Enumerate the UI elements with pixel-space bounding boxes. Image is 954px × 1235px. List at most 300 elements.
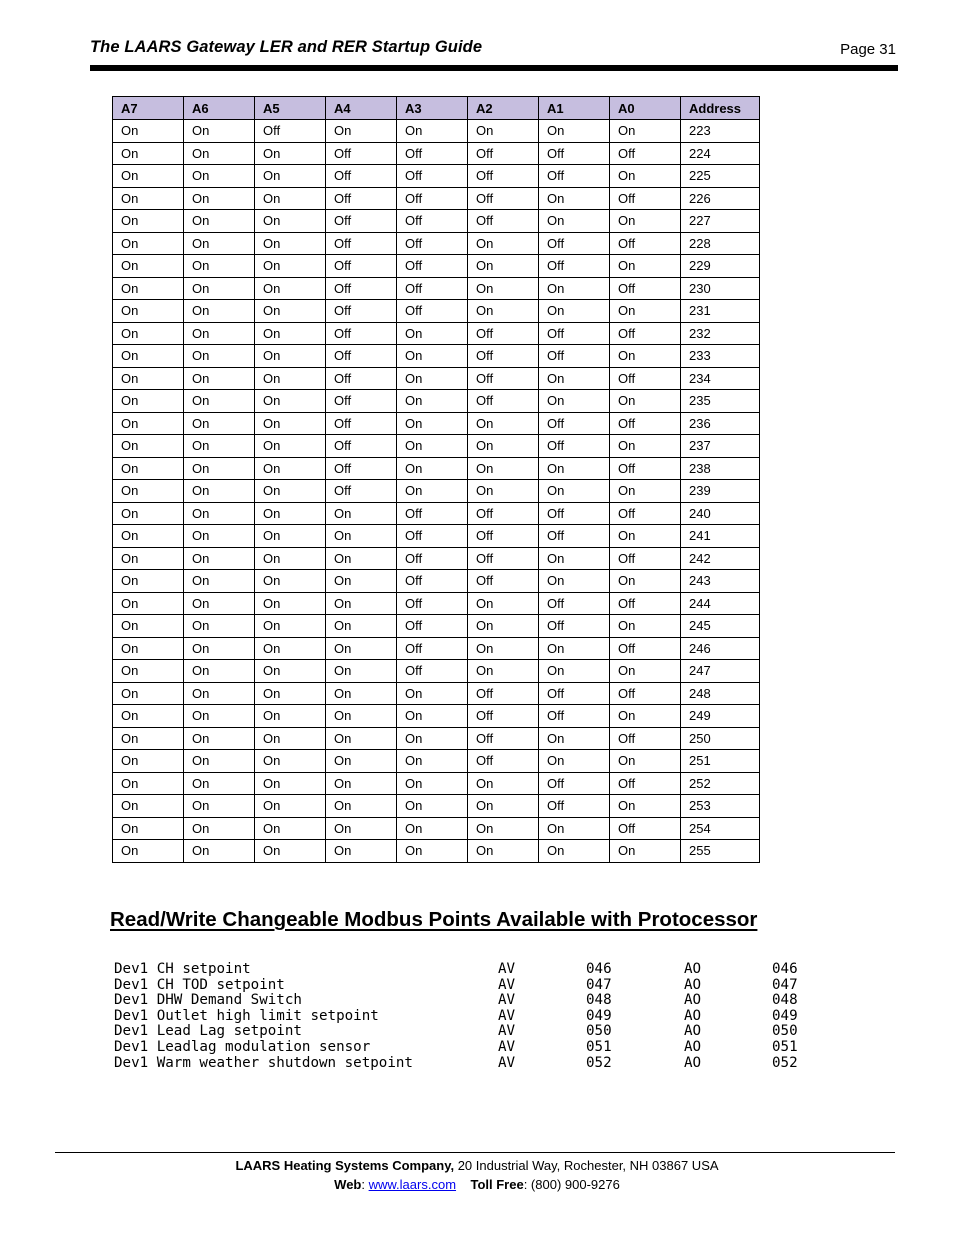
switch-cell: On	[468, 435, 539, 458]
switch-cell: On	[539, 300, 610, 323]
switch-cell: On	[539, 457, 610, 480]
switch-cell: Off	[397, 592, 468, 615]
switch-cell: On	[184, 570, 255, 593]
point-output-number: 048	[772, 992, 798, 1009]
switch-cell: On	[184, 367, 255, 390]
point-number: 052	[586, 1054, 612, 1071]
switch-cell: On	[184, 390, 255, 413]
switch-cell: On	[397, 705, 468, 728]
switch-cell: Off	[539, 705, 610, 728]
switch-cell: On	[255, 750, 326, 773]
switch-cell: On	[326, 637, 397, 660]
table-row	[113, 502, 760, 525]
switch-cell: Off	[397, 165, 468, 188]
switch-cell: On	[468, 592, 539, 615]
footer-web-label: Web	[334, 1177, 362, 1192]
switch-cell: Off	[468, 345, 539, 368]
switch-cell: On	[113, 817, 184, 840]
switch-cell: On	[113, 615, 184, 638]
point-output-number: 050	[772, 1023, 798, 1040]
switch-cell: On	[539, 727, 610, 750]
switch-cell: Off	[610, 502, 681, 525]
address-cell: 255	[681, 840, 760, 863]
switch-cell: On	[326, 120, 397, 143]
switch-cell: Off	[610, 457, 681, 480]
switch-cell: On	[113, 592, 184, 615]
switch-cell: Off	[397, 187, 468, 210]
switch-cell: On	[610, 210, 681, 233]
address-cell: 248	[681, 682, 760, 705]
table-row	[113, 142, 760, 165]
switch-cell: Off	[539, 142, 610, 165]
switch-cell: On	[184, 502, 255, 525]
point-output-number: 051	[772, 1038, 798, 1055]
switch-cell: On	[184, 817, 255, 840]
column-header: A2	[468, 97, 539, 120]
switch-cell: On	[468, 795, 539, 818]
switch-cell: On	[113, 457, 184, 480]
list-item	[114, 1056, 814, 1072]
address-cell: 246	[681, 637, 760, 660]
switch-cell: On	[326, 547, 397, 570]
switch-cell: Off	[326, 300, 397, 323]
address-cell: 245	[681, 615, 760, 638]
switch-cell: Off	[468, 502, 539, 525]
switch-cell: On	[326, 592, 397, 615]
switch-cell: On	[184, 592, 255, 615]
switch-cell: On	[468, 772, 539, 795]
switch-cell: On	[610, 390, 681, 413]
switch-cell: Off	[326, 435, 397, 458]
switch-cell: On	[184, 142, 255, 165]
switch-cell: On	[255, 480, 326, 503]
table-row	[113, 705, 760, 728]
address-cell: 234	[681, 367, 760, 390]
switch-cell: On	[184, 660, 255, 683]
switch-cell: On	[468, 840, 539, 863]
address-cell: 228	[681, 232, 760, 255]
address-cell: 230	[681, 277, 760, 300]
switch-cell: On	[468, 637, 539, 660]
switch-cell: On	[539, 480, 610, 503]
switch-cell: On	[113, 165, 184, 188]
switch-cell: On	[468, 660, 539, 683]
section-heading: Read/Write Changeable Modbus Points Available with Protocessor	[110, 908, 758, 931]
switch-cell: Off	[610, 547, 681, 570]
switch-cell: Off	[539, 165, 610, 188]
footer-toll-label: Toll Free	[470, 1177, 524, 1192]
switch-cell: Off	[326, 367, 397, 390]
switch-cell: On	[610, 480, 681, 503]
table-row	[113, 412, 760, 435]
switch-cell: On	[255, 435, 326, 458]
switch-cell: On	[397, 727, 468, 750]
switch-cell: On	[113, 277, 184, 300]
switch-cell: Off	[326, 187, 397, 210]
switch-cell: On	[539, 660, 610, 683]
table-row	[113, 300, 760, 323]
switch-cell: Off	[539, 525, 610, 548]
column-header: A0	[610, 97, 681, 120]
switch-cell: On	[113, 390, 184, 413]
switch-cell: On	[610, 435, 681, 458]
switch-cell: On	[255, 727, 326, 750]
switch-cell: Off	[468, 727, 539, 750]
point-number: 051	[586, 1038, 612, 1055]
switch-cell: On	[113, 727, 184, 750]
table-row	[113, 322, 760, 345]
table-row	[113, 525, 760, 548]
address-cell: 232	[681, 322, 760, 345]
switch-cell: On	[255, 142, 326, 165]
switch-cell: On	[184, 840, 255, 863]
switch-cell: Off	[610, 322, 681, 345]
address-cell: 224	[681, 142, 760, 165]
address-cell: 226	[681, 187, 760, 210]
address-cell: 238	[681, 457, 760, 480]
address-cell: 254	[681, 817, 760, 840]
switch-cell: On	[184, 232, 255, 255]
switch-cell: Off	[397, 637, 468, 660]
switch-cell: Off	[468, 210, 539, 233]
table-row	[113, 120, 760, 143]
address-cell: 235	[681, 390, 760, 413]
switch-cell: On	[326, 502, 397, 525]
switch-cell: On	[113, 772, 184, 795]
switch-cell: On	[184, 795, 255, 818]
table-row	[113, 750, 760, 773]
switch-cell: Off	[610, 187, 681, 210]
switch-cell: Off	[610, 277, 681, 300]
column-header: A1	[539, 97, 610, 120]
switch-cell: On	[326, 682, 397, 705]
switch-cell: Off	[539, 412, 610, 435]
address-cell: 243	[681, 570, 760, 593]
switch-cell: On	[113, 345, 184, 368]
switch-cell: On	[113, 705, 184, 728]
switch-cell: Off	[610, 682, 681, 705]
point-output-type: AO	[684, 1038, 702, 1055]
switch-cell: On	[255, 457, 326, 480]
table-row	[113, 570, 760, 593]
table-row	[113, 165, 760, 188]
point-name: Dev1 Outlet high limit setpoint	[114, 1007, 379, 1024]
switch-cell: On	[255, 547, 326, 570]
address-cell: 236	[681, 412, 760, 435]
switch-cell: On	[326, 727, 397, 750]
switch-cell: On	[610, 525, 681, 548]
switch-cell: On	[397, 795, 468, 818]
switch-cell: On	[113, 322, 184, 345]
switch-cell: On	[397, 435, 468, 458]
switch-cell: Off	[468, 570, 539, 593]
modbus-points-list	[114, 962, 814, 1071]
point-output-type: AO	[684, 992, 702, 1009]
point-type: AV	[498, 1023, 516, 1040]
switch-cell: On	[255, 322, 326, 345]
switch-cell: On	[397, 120, 468, 143]
switch-cell: On	[113, 660, 184, 683]
switch-cell: Off	[610, 412, 681, 435]
switch-cell: On	[255, 345, 326, 368]
switch-cell: On	[113, 187, 184, 210]
switch-cell: On	[326, 840, 397, 863]
switch-cell: On	[184, 435, 255, 458]
switch-cell: Off	[397, 142, 468, 165]
address-cell: 241	[681, 525, 760, 548]
point-output-type: AO	[684, 1054, 702, 1071]
switch-cell: On	[539, 120, 610, 143]
point-name: Dev1 DHW Demand Switch	[114, 992, 302, 1009]
switch-cell: Off	[539, 435, 610, 458]
switch-cell: On	[113, 232, 184, 255]
address-cell: 244	[681, 592, 760, 615]
switch-cell: On	[113, 547, 184, 570]
switch-cell: Off	[539, 682, 610, 705]
footer-web-separator: :	[361, 1177, 369, 1192]
switch-cell: On	[610, 750, 681, 773]
list-item	[114, 1009, 814, 1025]
table-row	[113, 660, 760, 683]
switch-cell: On	[397, 840, 468, 863]
address-cell: 253	[681, 795, 760, 818]
table-row	[113, 435, 760, 458]
address-cell: 231	[681, 300, 760, 323]
switch-cell: On	[113, 367, 184, 390]
footer-company-name: LAARS Heating Systems Company,	[235, 1158, 455, 1173]
switch-cell: On	[113, 142, 184, 165]
switch-cell: On	[255, 682, 326, 705]
switch-cell: On	[184, 412, 255, 435]
switch-cell: Off	[397, 232, 468, 255]
switch-cell: On	[539, 840, 610, 863]
switch-cell: On	[610, 120, 681, 143]
point-number: 048	[586, 992, 612, 1009]
switch-cell: On	[468, 615, 539, 638]
switch-cell: On	[326, 772, 397, 795]
switch-cell: On	[255, 795, 326, 818]
switch-cell: Off	[326, 210, 397, 233]
address-cell: 247	[681, 660, 760, 683]
switch-cell: Off	[539, 795, 610, 818]
point-output-type: AO	[684, 976, 702, 993]
switch-cell: On	[113, 840, 184, 863]
switch-cell: Off	[468, 682, 539, 705]
switch-cell: On	[326, 795, 397, 818]
switch-cell: Off	[468, 525, 539, 548]
table-row	[113, 795, 760, 818]
switch-cell: On	[468, 232, 539, 255]
switch-cell: On	[326, 570, 397, 593]
table-row	[113, 277, 760, 300]
switch-cell: Off	[610, 637, 681, 660]
switch-cell: On	[184, 300, 255, 323]
switch-cell: Off	[468, 750, 539, 773]
switch-cell: On	[113, 637, 184, 660]
switch-cell: On	[184, 525, 255, 548]
switch-cell: On	[255, 660, 326, 683]
switch-cell: On	[468, 412, 539, 435]
switch-cell: Off	[539, 502, 610, 525]
switch-cell: On	[113, 210, 184, 233]
switch-cell: Off	[539, 615, 610, 638]
footer-web-link[interactable]: www.laars.com	[368, 1177, 457, 1192]
address-cell: 237	[681, 435, 760, 458]
switch-cell: On	[539, 367, 610, 390]
switch-cell: On	[397, 750, 468, 773]
switch-cell: On	[184, 727, 255, 750]
switch-cell: On	[539, 637, 610, 660]
switch-cell: Off	[468, 705, 539, 728]
switch-cell: On	[184, 322, 255, 345]
column-header: A6	[184, 97, 255, 120]
table-row	[113, 547, 760, 570]
switch-cell: On	[255, 300, 326, 323]
switch-cell: Off	[468, 390, 539, 413]
point-type: AV	[498, 961, 516, 977]
switch-cell: On	[468, 300, 539, 323]
switch-cell: Off	[326, 165, 397, 188]
switch-cell: On	[397, 345, 468, 368]
address-cell: 251	[681, 750, 760, 773]
switch-cell: Off	[397, 277, 468, 300]
switch-cell: On	[255, 367, 326, 390]
point-output-type: AO	[684, 961, 702, 977]
switch-cell: On	[184, 457, 255, 480]
switch-cell: Off	[610, 142, 681, 165]
switch-cell: Off	[397, 615, 468, 638]
table-row	[113, 592, 760, 615]
switch-cell: On	[539, 750, 610, 773]
switch-cell: Off	[326, 142, 397, 165]
switch-cell: Off	[326, 480, 397, 503]
address-cell: 229	[681, 255, 760, 278]
switch-cell: Off	[326, 345, 397, 368]
point-number: 047	[586, 976, 612, 993]
switch-cell: On	[255, 615, 326, 638]
address-cell: 223	[681, 120, 760, 143]
switch-cell: On	[184, 255, 255, 278]
switch-cell: On	[468, 277, 539, 300]
switch-cell: On	[468, 120, 539, 143]
switch-cell: On	[184, 165, 255, 188]
table-row	[113, 727, 760, 750]
switch-cell: On	[326, 525, 397, 548]
switch-cell: Off	[539, 322, 610, 345]
switch-cell: On	[255, 817, 326, 840]
switch-cell: On	[255, 390, 326, 413]
switch-cell: On	[539, 547, 610, 570]
point-name: Dev1 CH setpoint	[114, 961, 251, 977]
column-header: A3	[397, 97, 468, 120]
footer-company-line	[0, 1158, 954, 1173]
switch-cell: Off	[468, 367, 539, 390]
address-cell: 227	[681, 210, 760, 233]
point-output-number: 049	[772, 1007, 798, 1024]
page-number: Page 31	[840, 41, 896, 58]
switch-cell: Off	[326, 255, 397, 278]
header-divider	[90, 65, 898, 71]
switch-cell: On	[255, 187, 326, 210]
table-row	[113, 840, 760, 863]
switch-cell: On	[397, 457, 468, 480]
point-name: Dev1 Warm weather shutdown setpoint	[114, 1054, 413, 1071]
point-output-type: AO	[684, 1007, 702, 1024]
switch-cell: On	[326, 705, 397, 728]
switch-cell: On	[610, 570, 681, 593]
switch-cell: Off	[539, 345, 610, 368]
switch-cell: Off	[610, 817, 681, 840]
switch-cell: On	[539, 390, 610, 413]
address-cell: 225	[681, 165, 760, 188]
table-row	[113, 345, 760, 368]
point-number: 050	[586, 1023, 612, 1040]
switch-cell: Off	[397, 210, 468, 233]
table-row	[113, 457, 760, 480]
switch-cell: On	[255, 570, 326, 593]
switch-cell: On	[610, 660, 681, 683]
switch-cell: On	[468, 457, 539, 480]
table-row	[113, 210, 760, 233]
switch-cell: On	[610, 300, 681, 323]
switch-cell: On	[255, 772, 326, 795]
switch-cell: Off	[539, 232, 610, 255]
point-output-number: 047	[772, 976, 798, 993]
switch-cell: Off	[397, 502, 468, 525]
point-output-type: AO	[684, 1023, 702, 1040]
point-output-number: 052	[772, 1054, 798, 1071]
switch-cell: On	[255, 412, 326, 435]
switch-cell: On	[610, 705, 681, 728]
switch-cell: On	[113, 750, 184, 773]
list-item	[114, 962, 814, 978]
table-row	[113, 615, 760, 638]
switch-cell: On	[539, 570, 610, 593]
switch-cell: Off	[326, 390, 397, 413]
point-name: Dev1 CH TOD setpoint	[114, 976, 285, 993]
switch-cell: Off	[326, 457, 397, 480]
switch-cell: On	[113, 435, 184, 458]
switch-cell: On	[184, 772, 255, 795]
switch-cell: On	[113, 525, 184, 548]
switch-cell: On	[184, 187, 255, 210]
switch-cell: On	[326, 817, 397, 840]
switch-cell: Off	[397, 547, 468, 570]
footer-toll-number: : (800) 900-9276	[523, 1177, 620, 1192]
point-number: 046	[586, 961, 612, 977]
switch-cell: On	[397, 480, 468, 503]
point-type: AV	[498, 1038, 516, 1055]
switch-cell: On	[610, 840, 681, 863]
switch-cell: On	[184, 547, 255, 570]
switch-cell: On	[184, 705, 255, 728]
switch-cell: On	[113, 795, 184, 818]
switch-cell: Off	[610, 232, 681, 255]
switch-cell: On	[184, 637, 255, 660]
switch-cell: On	[255, 637, 326, 660]
table-row	[113, 390, 760, 413]
switch-cell: On	[326, 615, 397, 638]
switch-cell: On	[610, 345, 681, 368]
switch-cell: On	[184, 682, 255, 705]
switch-cell: On	[184, 210, 255, 233]
switch-cell: On	[468, 817, 539, 840]
switch-cell: On	[397, 682, 468, 705]
table-row	[113, 817, 760, 840]
switch-cell: On	[255, 840, 326, 863]
switch-cell: Off	[468, 322, 539, 345]
address-cell: 240	[681, 502, 760, 525]
